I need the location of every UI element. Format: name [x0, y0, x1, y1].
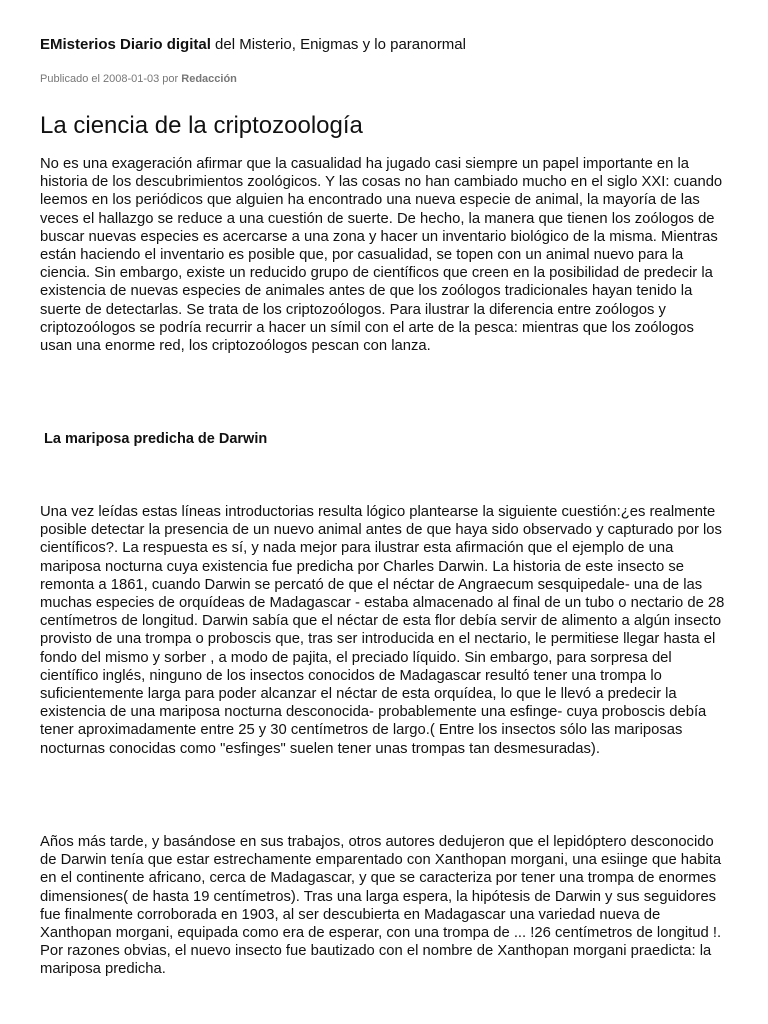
- body-paragraph-3: Años más tarde, y basándose en sus trabajos, otros autores dedujeron que el lepidóptero desconocido de Darwin tenía que estar estrechamente emparentado con Xanthopan morgani, una esiinge que habita en el continente africano, cerca de Madagascar, y que se caracteriza por tener una trompa de enormes dimensiones( de hasta 19 centímetros). Tras una larga espera, la hipótesis de Darwin y sus seguidores fue finalmente corroborada en 1903, al ser descubierta en Madagascar una variedad nueva de Xanthopan morgani, equipada como era de esperar, con una trompa de ... !26 centímetros de longitud !. Por razones obvias, el nuevo insecto fue bautizado con el nombre de Xanthopan morgani praedicta: la mariposa predicha.: [40, 834, 722, 978]
- intro-paragraph: No es una exageración afirmar que la casualidad ha jugado casi siempre un papel importante en la historia de los descubrimientos zoológicos. Y las cosas no han cambiado mucho en el siglo XXI: cuando leemos en los periódicos que alguien ha encontrado una nueva especie de animal, la mayoría de las veces el hallazgo se reduce a una cuestión de suerte. De hecho, la manera que tienen los zoólogos de buscar nuevas especies es acercarse a una zona y hacer un inventario biológico de la misma. Mientras están haciendo el inventario es posible que, por casualidad, se topen con un animal nuevo para la ciencia. Sin embargo, existe un reducido grupo de científicos que creen en la posibilidad de predecir la existencia de nuevas especies de animales antes de que los zoólogos tradicionales hayan tenido la suerte de detectarlas. Se trata de los criptozoólogos. Para ilustrar la diferencia entre zoólogos y criptozoólogos se podría recurrir a hacer un símil con el arte de la pesca: mientras que los zoólogos usan una enorme red, los criptozoólogos pescan con lanza.: [40, 156, 723, 355]
- body-paragraph-2: Una vez leídas estas líneas introductorias resulta lógico plantearse la siguiente cuestión:¿es realmente posible detectar la presencia de un nuevo animal antes de que haya sido observado y capturado por los científicos?. La respuesta es sí, y nada mejor para ilustrar esta afirmación que el ejemplo de una mariposa nocturna cuya existencia fue predicha por Charles Darwin. La historia de este insecto se remonta a 1861, cuando Darwin se percató de que el néctar de Angraecum sesquipedale- una de las muchas especies de orquídeas de Madagascar - estaba almacenado al final de un tubo o nectario de 28 centímetros de longitud. Darwin sabía que el néctar de esta flor debía servir de alimento a algún insecto provisto de una trompa o proboscis que, tras ser introducida en el nectario, le permitiese llegar hasta el fondo del mismo y sorber , a modo de pajita, el preciado líquido. Sin embargo, para sorpresa del científico inglés, ninguno de los insectos conocidos de Madagascar resultó tener una trompa lo suficientemente larga para poder alcanzar el néctar de esta orquídea, lo que le llevó a predecir la existencia de una mariposa nocturna desconocida- probablemente una esfinge- cuya proboscis debía tener aproximadamente entre 25 y 30 centímetros de largo.( Entre los insectos sólo las mariposas nocturnas conocidas como "esfinges" suelen tener unas trompas tan desmesuradas).: [40, 504, 725, 757]
- section-heading: La mariposa predicha de Darwin: [44, 431, 268, 447]
- publication-meta: [40, 73, 237, 85]
- author-name: Redacción: [181, 73, 237, 85]
- site-header: [40, 36, 466, 54]
- site-tagline: del Misterio, Enigmas y lo paranormal: [210, 36, 466, 53]
- publication-date: Publicado el 2008-01-03 por: [40, 73, 182, 85]
- article-title: La ciencia de la criptozoología: [40, 112, 363, 139]
- site-name: EMisterios Diario digital: [40, 36, 211, 53]
